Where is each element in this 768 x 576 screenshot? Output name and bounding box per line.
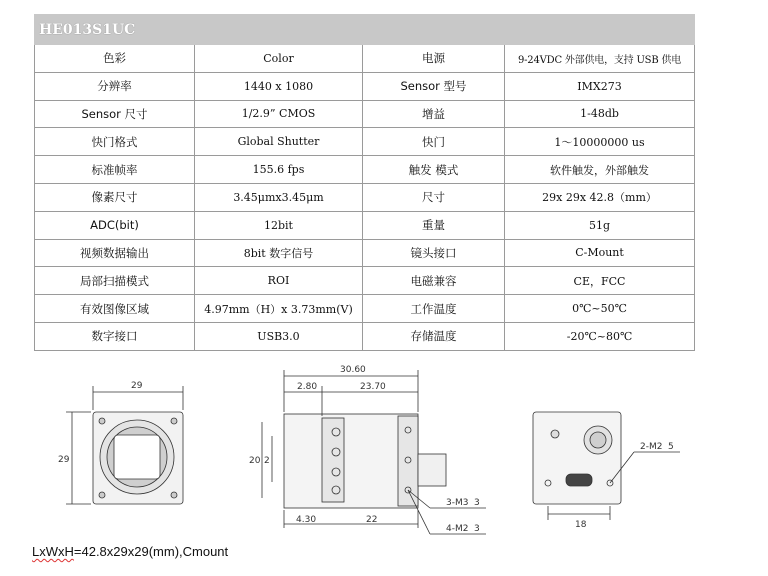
spec-label: 工作温度 [363,295,505,323]
side-view-drawing [262,370,486,534]
spec-value: IMX273 [505,72,695,100]
spec-value: Global Shutter [195,128,363,156]
spec-value: 1/2.9” CMOS [195,100,363,128]
spec-value: CE，FCC [505,267,695,295]
side-a-label: 2.80 [297,382,318,392]
spec-value: 0℃~50℃ [505,295,695,323]
footer-prefix: LxWxH [32,544,74,559]
spec-label: 存储温度 [363,322,505,350]
spec-label: 触发 模式 [363,156,505,184]
spec-row [35,211,695,239]
side-note2-label: 4-M2 [446,524,469,534]
spec-row [35,72,695,100]
spec-row [35,100,695,128]
spec-table [34,14,695,351]
spec-row [35,267,695,295]
spec-label: 标准帧率 [35,156,195,184]
spec-value: 4.97mm（H）x 3.73mm(V) [195,295,363,323]
spec-label: 数字接口 [35,322,195,350]
side-mid-label: 22 [366,515,378,525]
side-note1-depth: 3 [474,498,480,508]
dimension-summary [32,544,228,559]
spec-label: 视频数据输出 [35,239,195,267]
spec-label: 快门格式 [35,128,195,156]
spec-label: 色彩 [35,45,195,73]
table-title-row [35,15,695,45]
back-view-drawing [533,412,680,520]
spec-row [35,156,695,184]
side-h2-label: 2 [264,456,270,466]
spec-value: 155.6 fps [195,156,363,184]
back-width-label: 18 [575,520,587,530]
spec-label: 有效图像区域 [35,295,195,323]
spec-value: USB3.0 [195,322,363,350]
back-note-depth: 5 [668,442,674,452]
spec-row [35,128,695,156]
spec-value: 9-24VDC 外部供电，支持 USB 供电 [505,45,695,73]
spec-value: 8bit 数字信号 [195,239,363,267]
spec-label: Sensor 型号 [363,72,505,100]
spec-value: 12bit [195,211,363,239]
spec-row [35,322,695,350]
spec-label: 局部扫描模式 [35,267,195,295]
front-width-label: 29 [131,381,143,391]
spec-label: 快门 [363,128,505,156]
spec-label: 增益 [363,100,505,128]
spec-value: 3.45μmx3.45μm [195,183,363,211]
side-b-label: 23.70 [360,382,386,392]
spec-label: 镜头接口 [363,239,505,267]
spec-row [35,45,695,73]
spec-label: 电源 [363,45,505,73]
spec-row [35,183,695,211]
spec-value: 51g [505,211,695,239]
dimension-drawings [0,356,768,544]
front-height-label: 29 [58,455,70,465]
spec-value: 软件触发，外部触发 [505,156,695,184]
spec-value: Color [195,45,363,73]
spec-value: 1440 x 1080 [195,72,363,100]
spec-value: 1-48db [505,100,695,128]
side-note2-depth: 3 [474,524,480,534]
spec-value: 1～10000000 us [505,128,695,156]
spec-label: ADC(bit) [35,211,195,239]
spec-row [35,295,695,323]
side-note1-label: 3-M3 [446,498,469,508]
model-title: HE013S1UC [35,15,695,45]
side-total-label: 30.60 [340,365,366,375]
spec-value: ROI [195,267,363,295]
spec-label: Sensor 尺寸 [35,100,195,128]
spec-value: C-Mount [505,239,695,267]
side-left-label: 4.30 [296,515,317,525]
side-h1-label: 20 [249,456,261,466]
spec-label: 分辨率 [35,72,195,100]
spec-label: 电磁兼容 [363,267,505,295]
footer-rest: =42.8x29x29(mm),Cmount [73,544,229,559]
front-view-drawing [66,386,183,504]
spec-value: 29x 29x 42.8（mm） [505,183,695,211]
spec-row [35,239,695,267]
back-note-label: 2-M2 [640,442,663,452]
spec-label: 重量 [363,211,505,239]
spec-label: 尺寸 [363,183,505,211]
spec-label: 像素尺寸 [35,183,195,211]
spec-value: -20℃~80℃ [505,322,695,350]
